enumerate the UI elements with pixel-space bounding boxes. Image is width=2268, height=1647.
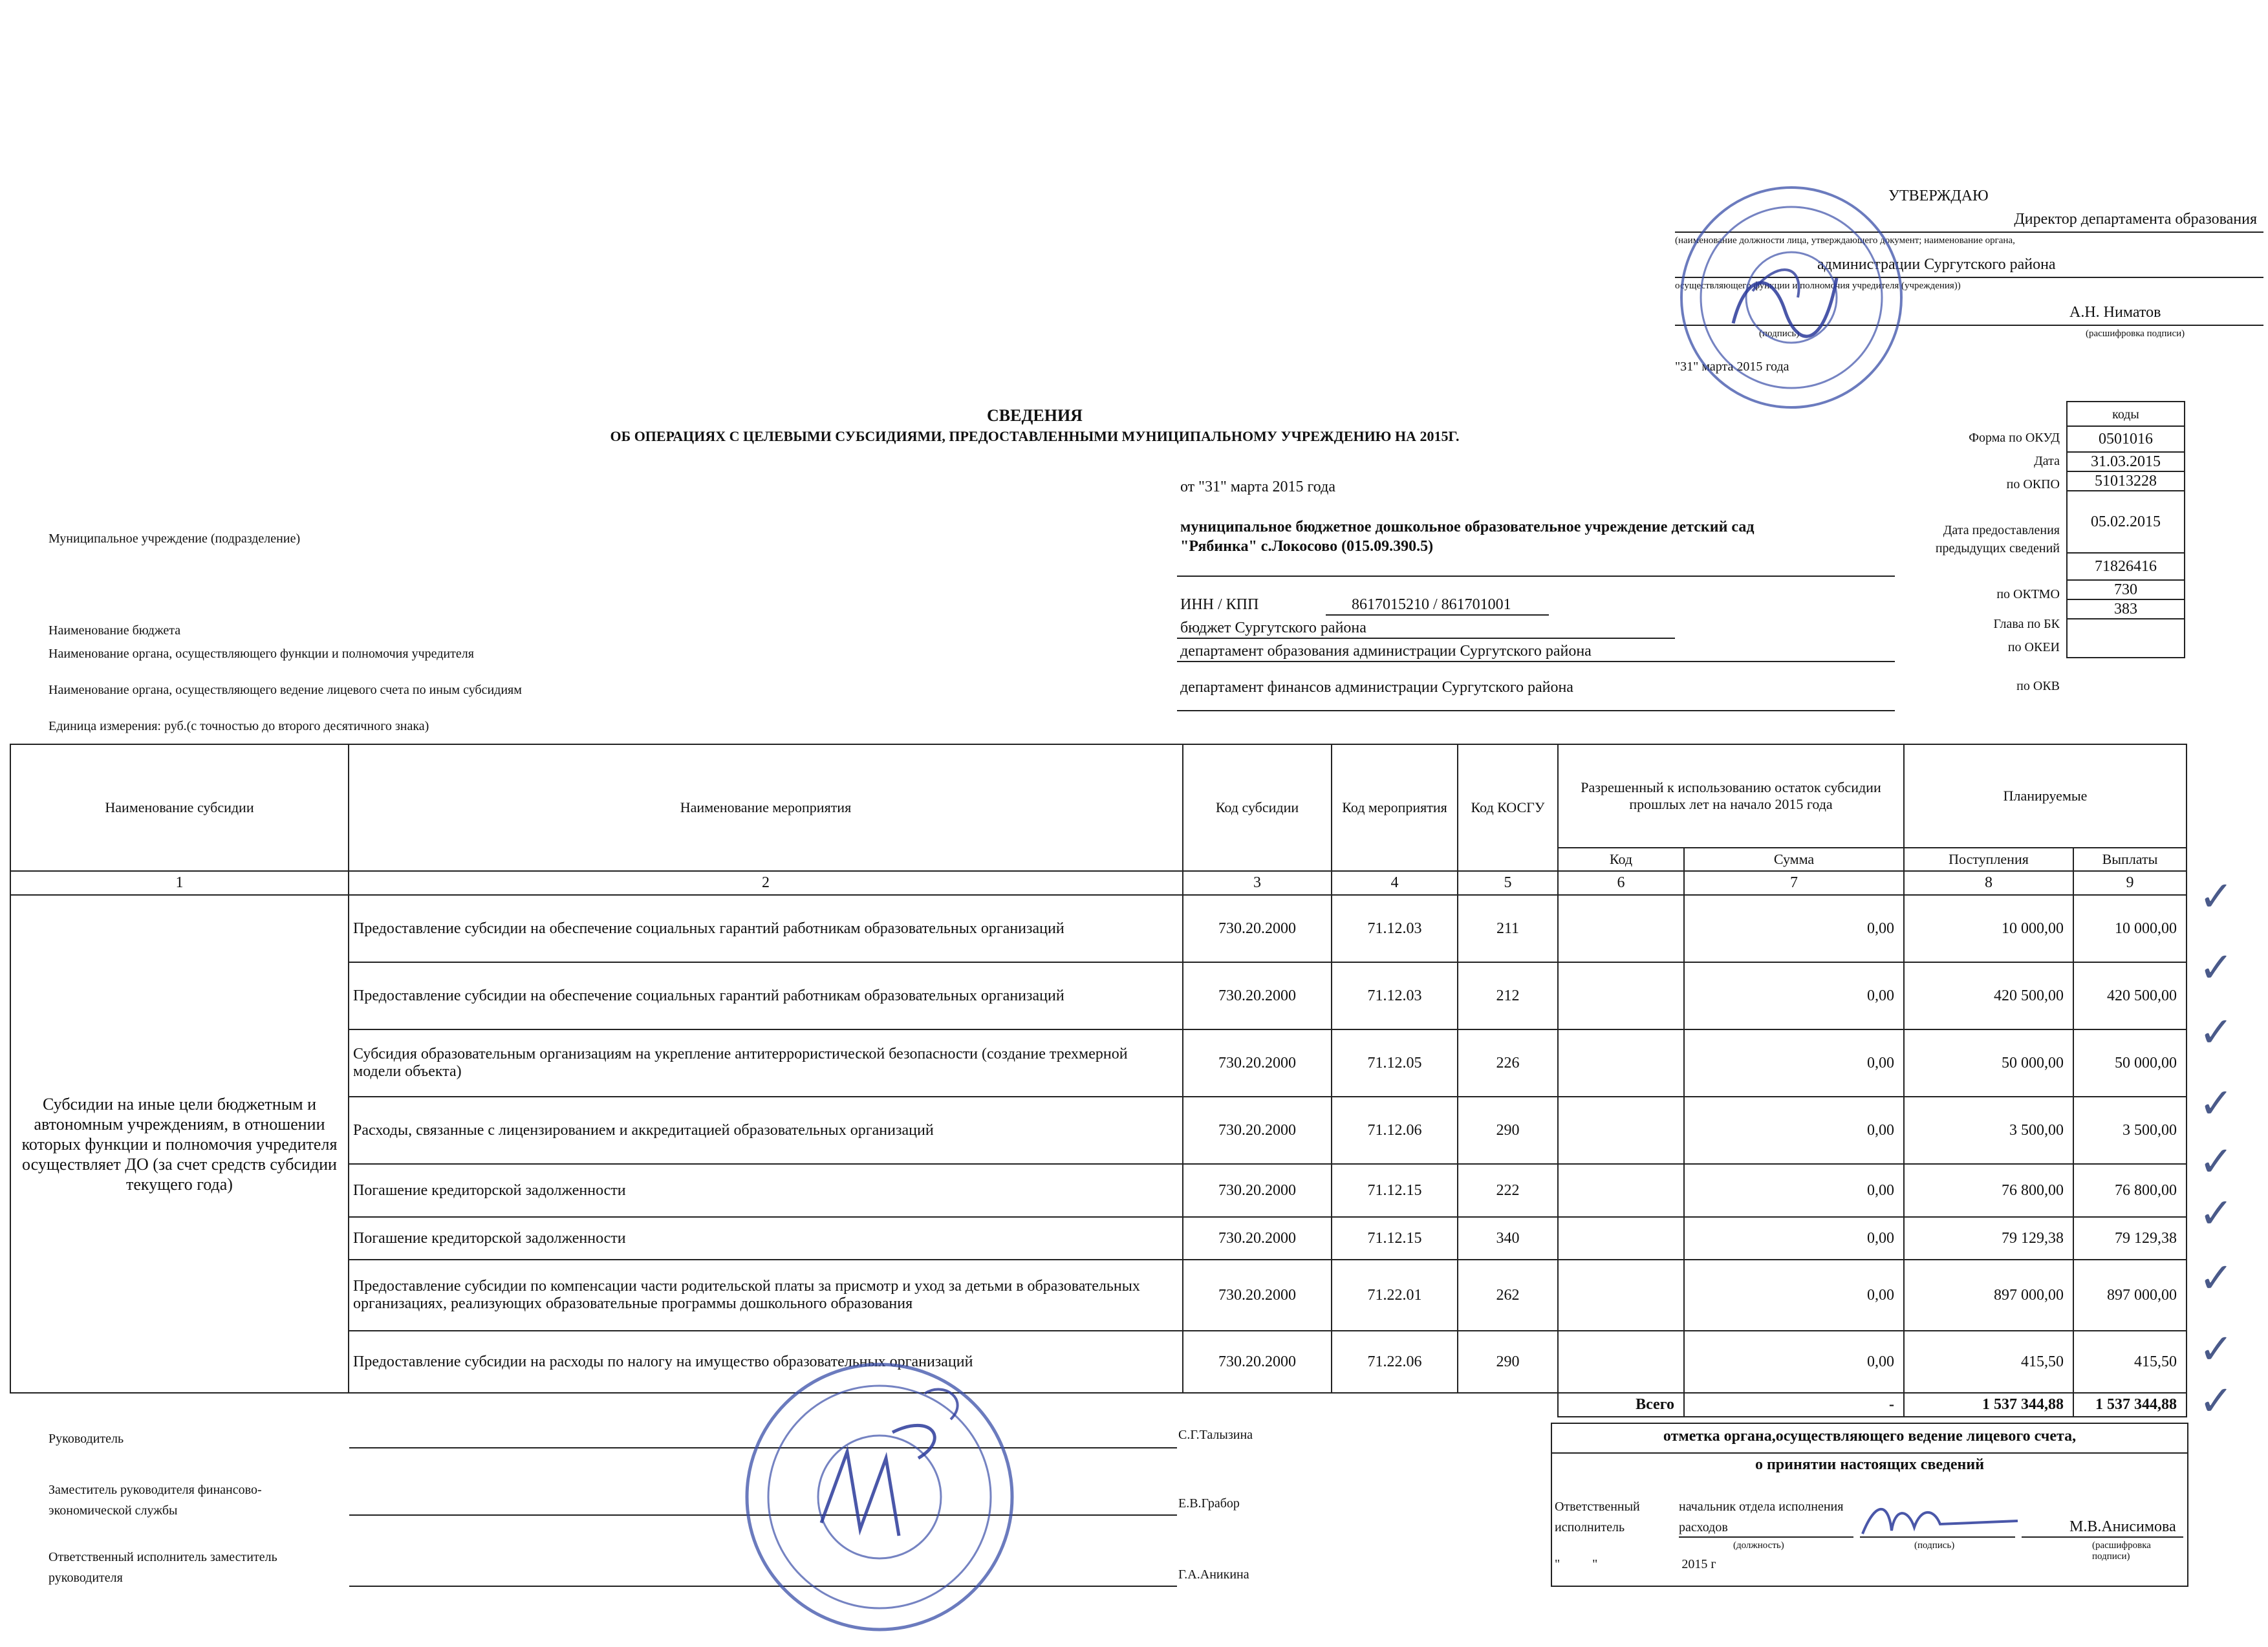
- payments-cell: 415,50: [2073, 1331, 2187, 1393]
- inn-underline: [1326, 614, 1549, 616]
- code-oktmo: 71826416: [2067, 553, 2185, 580]
- label-okei: по ОКЕИ: [2007, 640, 2060, 654]
- subsidy-code-cell: 730.20.2000: [1183, 1097, 1332, 1164]
- col-number: 7: [1684, 871, 1904, 895]
- approval-caption-sign: (подпись): [1759, 328, 1800, 339]
- kosgu-cell: 226: [1458, 1029, 1558, 1097]
- kosgu-cell: 290: [1458, 1097, 1558, 1164]
- income-cell: 79 129,38: [1904, 1217, 2073, 1260]
- mark-title-2: о принятии настоящих сведений: [1552, 1452, 2187, 1474]
- deputy-name: Е.В.Грабор: [1178, 1496, 1240, 1511]
- unit-label: Единица измерения: руб.(с точностью до второго десятичного знака): [49, 719, 429, 733]
- subsidy-code-cell: 730.20.2000: [1183, 1029, 1332, 1097]
- header-event-code: Код мероприятия: [1332, 744, 1458, 871]
- code-cell: [1558, 1164, 1684, 1217]
- event-code-cell: 71.12.03: [1332, 895, 1458, 962]
- head-name: С.Г.Талызина: [1178, 1428, 1253, 1442]
- subsidy-code-cell: 730.20.2000: [1183, 1331, 1332, 1393]
- mark-date: " " 2015 г: [1555, 1557, 1716, 1571]
- total-income: 1 537 344,88: [1904, 1393, 2073, 1417]
- total-sum: -: [1684, 1393, 1904, 1417]
- subsidy-code-cell: 730.20.2000: [1183, 895, 1332, 962]
- event-code-cell: 71.12.05: [1332, 1029, 1458, 1097]
- subsidy-code-cell: 730.20.2000: [1183, 962, 1332, 1029]
- budget-value: бюджет Сургутского района: [1180, 619, 1366, 636]
- income-cell: 10 000,00: [1904, 895, 2073, 962]
- payments-cell: 10 000,00: [2073, 895, 2187, 962]
- payments-cell: 76 800,00: [2073, 1164, 2187, 1217]
- payments-cell: 897 000,00: [2073, 1260, 2187, 1331]
- code-cell: [1558, 1217, 1684, 1260]
- approval-signer: А.Н. Ниматов: [2069, 304, 2161, 321]
- col-number: 6: [1558, 871, 1684, 895]
- code-cell: [1558, 1029, 1684, 1097]
- kosgu-cell: 222: [1458, 1164, 1558, 1217]
- sum-cell: 0,00: [1684, 1097, 1904, 1164]
- code-cell: [1558, 962, 1684, 1029]
- account-label: Наименование органа, осуществляющего ведение лицевого счета по иным субсидиям: [49, 683, 522, 697]
- total-label: Всего: [1558, 1393, 1684, 1417]
- event-cell: Субсидия образовательным организациям на укрепление антитеррористической безопасности (создание трехмерной модели объекта): [349, 1029, 1183, 1097]
- approval-position: Директор департамента образования: [2014, 211, 2257, 228]
- total-payments: 1 537 344,88: [2073, 1393, 2187, 1417]
- code-glava-bk: 730: [2067, 580, 2185, 599]
- mark-cap-pos: (должность): [1733, 1540, 1784, 1551]
- document-title: СВЕДЕНИЯ: [987, 406, 1083, 425]
- code-cell: [1558, 895, 1684, 962]
- inn-label: ИНН / КПП: [1180, 596, 1259, 613]
- label-date: Дата: [2034, 454, 2060, 468]
- subsidy-name-cell: Субсидии на иные цели бюджетным и автономным учреждениям, в отношении которых функции и полномочия учредителя осуществляет ДО (за счет средств субсидии текущего года): [10, 895, 349, 1393]
- check-mark-icon: ✓: [2199, 1009, 2234, 1057]
- label-okv: по ОКВ: [2016, 679, 2060, 693]
- account-underline: [1177, 710, 1895, 711]
- payments-cell: 79 129,38: [2073, 1217, 2187, 1260]
- header-kosgu: Код КОСГУ: [1458, 744, 1558, 871]
- kosgu-cell: 340: [1458, 1217, 1558, 1260]
- event-cell: Предоставление субсидии на расходы по налогу на имущество образовательных организаций: [349, 1331, 1183, 1393]
- event-cell: Погашение кредиторской задолженности: [349, 1217, 1183, 1260]
- mark-box: [1551, 1423, 2188, 1587]
- institution-stamp-image: [737, 1355, 1022, 1639]
- check-mark-icon: ✓: [2199, 1080, 2234, 1128]
- income-cell: 897 000,00: [1904, 1260, 2073, 1331]
- code-cell: [1558, 1331, 1684, 1393]
- kosgu-cell: 211: [1458, 895, 1558, 962]
- event-code-cell: 71.12.03: [1332, 962, 1458, 1029]
- event-cell: Предоставление субсидии на обеспечение социальных гарантий работникам образовательных организаций: [349, 895, 1183, 962]
- col-number: 5: [1458, 871, 1558, 895]
- kosgu-cell: 212: [1458, 962, 1558, 1029]
- label-prev-date: Дата предоставления предыдущих сведений: [1935, 523, 2060, 555]
- payments-cell: 50 000,00: [2073, 1029, 2187, 1097]
- check-mark-icon: ✓: [2199, 873, 2234, 921]
- mark-position-line: [1679, 1536, 1853, 1538]
- code-okei: 383: [2067, 599, 2185, 619]
- sum-cell: 0,00: [1684, 1164, 1904, 1217]
- mark-cap-sign: (подпись): [1914, 1540, 1955, 1551]
- approval-title: УТВЕРЖДАЮ: [1888, 188, 1989, 204]
- total-row: [10, 1393, 2187, 1417]
- header-sum: Сумма: [1684, 848, 1904, 871]
- check-mark-icon: ✓: [2199, 1377, 2234, 1425]
- founder-underline: [1177, 661, 1895, 662]
- income-cell: 420 500,00: [1904, 962, 2073, 1029]
- subsidy-code-cell: 730.20.2000: [1183, 1217, 1332, 1260]
- code-okv: [2067, 619, 2185, 658]
- budget-label: Наименование бюджета: [49, 623, 181, 638]
- code-cell: [1558, 1260, 1684, 1331]
- col-number: 1: [10, 871, 349, 895]
- income-cell: 3 500,00: [1904, 1097, 2073, 1164]
- event-cell: Предоставление субсидии на обеспечение социальных гарантий работникам образовательных организаций: [349, 962, 1183, 1029]
- header-code: Код: [1558, 848, 1684, 871]
- approval-date: "31" марта 2015 года: [1675, 360, 1789, 374]
- check-mark-icon: ✓: [2199, 1138, 2234, 1186]
- code-prev-date: 05.02.2015: [2067, 491, 2185, 553]
- event-code-cell: 71.12.15: [1332, 1217, 1458, 1260]
- label-okpo: по ОКПО: [2006, 477, 2060, 491]
- head-label: Руководитель: [49, 1432, 124, 1446]
- sum-cell: 0,00: [1684, 1260, 1904, 1331]
- institution-value: муниципальное бюджетное дошкольное образовательное учреждение детский сад "Рябинка" с.Локосово (015.09.390.5): [1180, 519, 1755, 555]
- event-cell: Погашение кредиторской задолженности: [349, 1164, 1183, 1217]
- codes-header: коды: [2066, 401, 2185, 427]
- code-date: 31.03.2015: [2067, 452, 2185, 471]
- approval-caption-1: (наименование должности лица, утверждающего документ; наименование органа,: [1675, 235, 2015, 246]
- exec-label: Ответственный исполнитель заместитель руководителя: [49, 1550, 277, 1585]
- event-cell: Расходы, связанные с лицензированием и аккредитацией образовательных организаций: [349, 1097, 1183, 1164]
- check-mark-icon: ✓: [2199, 1190, 2234, 1238]
- account-value: департамент финансов администрации Сургутского района: [1180, 679, 1573, 696]
- founder-label: Наименование органа, осуществляющего функции и полномочия учредителя: [49, 647, 474, 661]
- income-cell: 76 800,00: [1904, 1164, 2073, 1217]
- check-mark-icon: ✓: [2199, 1254, 2234, 1302]
- kosgu-cell: 290: [1458, 1331, 1558, 1393]
- codes-table: [2066, 425, 2185, 658]
- payments-cell: 3 500,00: [2073, 1097, 2187, 1164]
- founder-value: департамент образования администрации Сургутского района: [1180, 643, 1592, 660]
- income-cell: 415,50: [1904, 1331, 2073, 1393]
- sum-cell: 0,00: [1684, 1217, 1904, 1260]
- inn-value: 8617015210 / 861701001: [1352, 596, 1511, 613]
- mark-name: М.В.Анисимова: [2069, 1518, 2176, 1535]
- event-code-cell: 71.12.15: [1332, 1164, 1458, 1217]
- label-okud: Форма по ОКУД: [1969, 431, 2060, 445]
- event-code-cell: 71.12.06: [1332, 1097, 1458, 1164]
- mark-position: начальник отдела исполнения расходов: [1679, 1500, 1844, 1534]
- payments-cell: 420 500,00: [2073, 962, 2187, 1029]
- check-mark-icon: ✓: [2199, 1326, 2234, 1373]
- budget-underline: [1177, 638, 1675, 639]
- header-income: Поступления: [1904, 848, 2073, 871]
- header-payments: Выплаты: [2073, 848, 2187, 871]
- table-row: [10, 895, 2187, 962]
- header-subsidy-name: Наименование субсидии: [10, 744, 349, 871]
- label-glava-bk: Глава по БК: [1993, 617, 2060, 631]
- event-code-cell: 71.22.06: [1332, 1331, 1458, 1393]
- table-header-row: [10, 744, 2187, 848]
- col-number: 2: [349, 871, 1183, 895]
- mark-resp-label: Ответственный исполнитель: [1555, 1500, 1640, 1534]
- event-code-cell: 71.22.01: [1332, 1260, 1458, 1331]
- header-allowed-balance: Разрешенный к использованию остаток субсидии прошлых лет на начало 2015 года: [1558, 744, 1904, 848]
- col-number: 4: [1332, 871, 1458, 895]
- deputy-label: Заместитель руководителя финансово-экономической службы: [49, 1483, 262, 1518]
- col-number: 9: [2073, 871, 2187, 895]
- label-oktmo: по ОКТМО: [1996, 587, 2060, 601]
- document-subtitle: ОБ ОПЕРАЦИЯХ С ЦЕЛЕВЫМИ СУБСИДИЯМИ, ПРЕДОСТАВЛЕННЫМИ МУНИЦИПАЛЬНОМУ УЧРЕЖДЕНИЮ НА 2015Г.: [610, 428, 1460, 444]
- mark-title-1: отметка органа,осуществляющего ведение лицевого счета,: [1663, 1428, 2077, 1445]
- institution-label: Муниципальное учреждение (подразделение): [49, 532, 301, 546]
- code-cell: [1558, 1097, 1684, 1164]
- sum-cell: 0,00: [1684, 1331, 1904, 1393]
- document-date-line: от "31" марта 2015 года: [1180, 479, 1335, 495]
- income-cell: 50 000,00: [1904, 1029, 2073, 1097]
- col-number: 3: [1183, 871, 1332, 895]
- sum-cell: 0,00: [1684, 1029, 1904, 1097]
- header-subsidy-code: Код субсидии: [1183, 744, 1332, 871]
- exec-name: Г.А.Аникина: [1178, 1567, 1249, 1582]
- check-mark-icon: ✓: [2199, 944, 2234, 992]
- sum-cell: 0,00: [1684, 962, 1904, 1029]
- column-numbers-row: [10, 871, 2187, 895]
- sum-cell: 0,00: [1684, 895, 1904, 962]
- subsidy-code-cell: 730.20.2000: [1183, 1260, 1332, 1331]
- col-number: 8: [1904, 871, 2073, 895]
- mark-signature-image: [1856, 1495, 2024, 1547]
- subsidy-code-cell: 730.20.2000: [1183, 1164, 1332, 1217]
- mark-cap-name: (расшифровка подписи): [2092, 1540, 2151, 1562]
- header-event-name: Наименование мероприятия: [349, 744, 1183, 871]
- kosgu-cell: 262: [1458, 1260, 1558, 1331]
- header-planned: Планируемые: [1904, 744, 2187, 848]
- code-okud: 0501016: [2067, 426, 2185, 452]
- approval-org: администрации Сургутского района: [1817, 256, 2056, 273]
- subsidies-table: [10, 744, 2187, 1417]
- approval-caption-name: (расшифровка подписи): [2086, 328, 2185, 339]
- approval-stamp-image: [1675, 181, 1908, 414]
- mark-name-line: [2022, 1536, 2183, 1538]
- code-okpo: 51013228: [2067, 471, 2185, 491]
- approval-caption-2: осуществляющего функции и полномочия учредителя (учреждения)): [1675, 281, 1961, 291]
- institution-underline: [1177, 576, 1895, 577]
- event-cell: Предоставление субсидии по компенсации части родительской платы за присмотр и уход за детьми в образовательных организациях, реализующих образовательные программы дошкольного образования: [349, 1260, 1183, 1331]
